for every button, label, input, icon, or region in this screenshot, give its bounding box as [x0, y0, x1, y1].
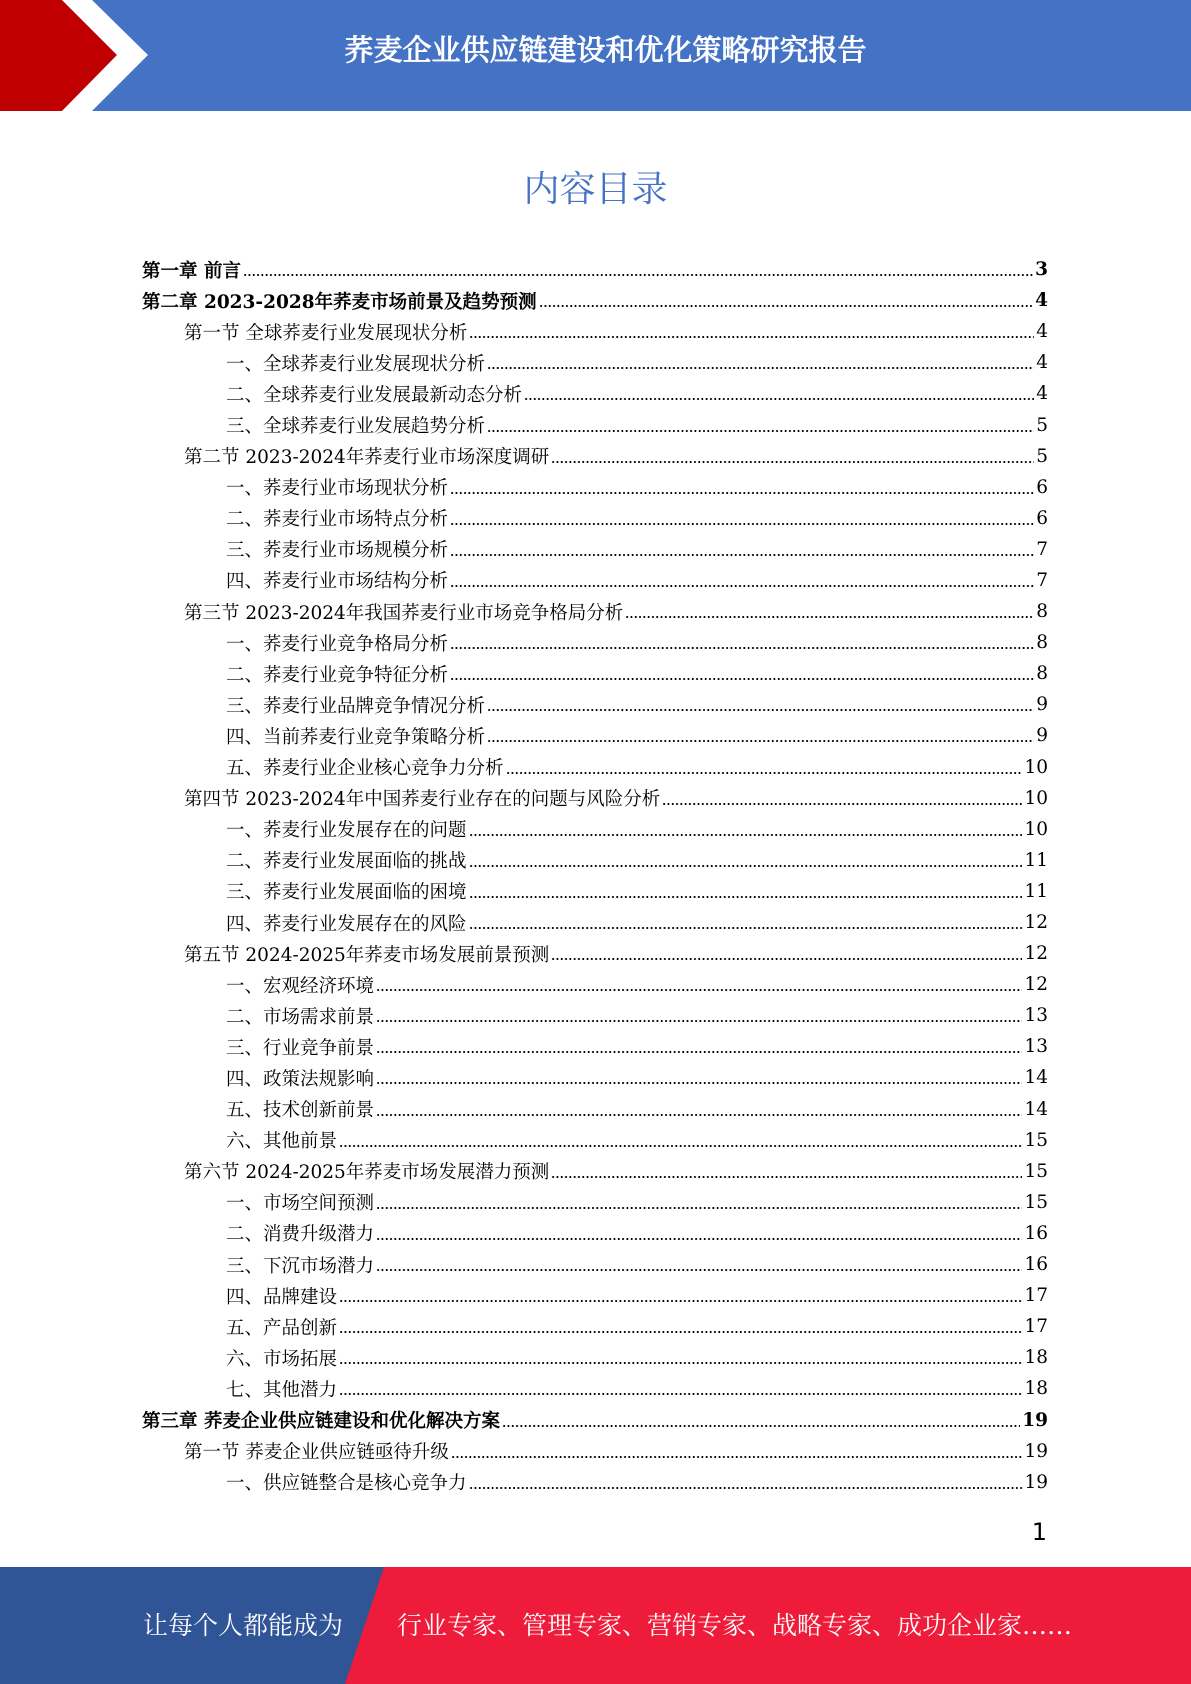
- toc-entry-title: 六、市场拓展: [226, 1348, 338, 1370]
- toc-dot-leader: [376, 1114, 1022, 1116]
- toc-entry-page: 18: [1024, 1378, 1048, 1400]
- toc-entry[interactable]: [142, 1125, 1048, 1156]
- footer-slogan-right: 行业专家、管理专家、营销专家、战略专家、成功企业家……: [397, 1611, 1073, 1640]
- toc-entry-page: 10: [1024, 818, 1048, 840]
- toc-entry-page: 14: [1024, 1067, 1048, 1089]
- toc-dot-leader: [376, 1207, 1022, 1209]
- toc-dot-leader: [450, 554, 1034, 556]
- toc-dot-leader: [469, 336, 1034, 338]
- toc-entry[interactable]: [142, 534, 1048, 565]
- toc-entry-page: 10: [1024, 756, 1048, 778]
- toc-dot-leader: [243, 274, 1033, 276]
- toc-entry-page: 11: [1024, 849, 1048, 871]
- toc-entry-title: 第四节 2023-2024年中国荞麦行业存在的问题与风险分析: [184, 789, 661, 811]
- toc-entry[interactable]: [142, 938, 1048, 969]
- toc-entry-title: 三、荞麦行业发展面临的困境: [226, 882, 467, 904]
- toc-dot-leader: [502, 1425, 1020, 1427]
- toc-entry-title: 三、荞麦行业市场规模分析: [226, 540, 449, 562]
- toc-entry-title: 五、产品创新: [226, 1317, 338, 1339]
- toc-entry[interactable]: [142, 441, 1048, 472]
- toc-entry[interactable]: [142, 752, 1048, 783]
- toc-dot-leader: [487, 367, 1034, 369]
- toc-entry-title: 三、荞麦行业品牌竞争情况分析: [226, 695, 486, 717]
- toc-entry-page: 4: [1036, 352, 1048, 374]
- toc-entry[interactable]: [142, 814, 1048, 845]
- toc-entry-page: 8: [1036, 663, 1048, 685]
- toc-entry-title: 第一章 前言: [142, 260, 241, 282]
- toc-entry-page: 13: [1024, 1005, 1048, 1027]
- toc-entry-page: 16: [1024, 1222, 1048, 1244]
- toc-dot-leader: [451, 1456, 1023, 1458]
- toc-dot-leader: [506, 772, 1023, 774]
- toc-dot-leader: [551, 1176, 1022, 1178]
- toc-entry[interactable]: [142, 1218, 1048, 1249]
- toc-entry-page: 8: [1036, 632, 1048, 654]
- toc-entry-title: 第六节 2024-2025年荞麦市场发展潜力预测: [184, 1162, 550, 1184]
- toc-entry-page: 7: [1036, 569, 1048, 591]
- toc-dot-leader: [487, 430, 1034, 432]
- toc-entry-page: 13: [1024, 1036, 1048, 1058]
- toc-dot-leader: [376, 989, 1022, 991]
- toc-entry-page: 14: [1024, 1098, 1048, 1120]
- toc-entry-page: 10: [1024, 787, 1048, 809]
- footer-slogan-left: 让每个人都能成为: [143, 1611, 344, 1640]
- toc-entry[interactable]: [142, 969, 1048, 1000]
- toc-entry-page: 19: [1024, 1440, 1048, 1462]
- header-banner: [0, 0, 1191, 111]
- toc-entry-page: 4: [1035, 290, 1048, 312]
- toc-entry-page: 4: [1036, 383, 1048, 405]
- toc-dot-leader: [469, 1487, 1023, 1489]
- toc-entry-page: 5: [1036, 445, 1048, 467]
- toc-entry-page: 19: [1024, 1471, 1048, 1493]
- toc-entry-title: 二、全球荞麦行业发展最新动态分析: [226, 384, 523, 406]
- toc-entry[interactable]: [142, 503, 1048, 534]
- toc-entry-title: 二、消费升级潜力: [226, 1224, 375, 1246]
- toc-entry-page: 12: [1024, 943, 1048, 965]
- toc-entry-title: 二、荞麦行业市场特点分析: [226, 509, 449, 531]
- toc-entry[interactable]: [142, 1311, 1048, 1342]
- toc-entry-title: 三、全球荞麦行业发展趋势分析: [226, 416, 486, 438]
- toc-entry-page: 15: [1024, 1191, 1048, 1213]
- toc-entry-title: 第二章 2023-2028年荞麦市场前景及趋势预测: [142, 291, 537, 313]
- toc-entry[interactable]: [142, 347, 1048, 378]
- toc-dot-leader: [339, 1300, 1022, 1302]
- toc-entry[interactable]: [142, 472, 1048, 503]
- toc-entry[interactable]: [142, 876, 1048, 907]
- toc-entry[interactable]: [142, 409, 1048, 440]
- toc-entry-title: 四、政策法规影响: [226, 1068, 375, 1090]
- toc-entry-title: 一、宏观经济环境: [226, 975, 375, 997]
- toc-entry-title: 四、荞麦行业市场结构分析: [226, 571, 449, 593]
- toc-dot-leader: [450, 678, 1034, 680]
- toc-dot-leader: [339, 1393, 1022, 1395]
- toc-entry[interactable]: [142, 1404, 1048, 1435]
- toc-entry[interactable]: [142, 1467, 1048, 1498]
- report-title: 荞麦企业供应链建设和优化策略研究报告: [344, 33, 867, 67]
- toc-dot-leader: [339, 1331, 1022, 1333]
- toc-dot-leader: [376, 1020, 1022, 1022]
- toc-entry-title: 一、荞麦行业发展存在的问题: [226, 820, 467, 842]
- toc-entry-title: 四、品牌建设: [226, 1286, 338, 1308]
- toc-entry-title: 二、市场需求前景: [226, 1006, 375, 1028]
- page-number: 1: [1031, 1518, 1047, 1546]
- toc-entry-page: 17: [1024, 1316, 1048, 1338]
- toc-entry-page: 15: [1024, 1160, 1048, 1182]
- toc-dot-leader: [450, 585, 1034, 587]
- toc-entry-page: 8: [1036, 601, 1048, 623]
- toc-entry-title: 一、供应链整合是核心竞争力: [226, 1473, 467, 1495]
- toc-entry-title: 六、其他前景: [226, 1131, 338, 1153]
- toc-entry-page: 12: [1024, 912, 1048, 934]
- toc-dot-leader: [450, 492, 1034, 494]
- toc-dot-leader: [625, 616, 1034, 618]
- toc-entry-title: 第一节 全球荞麦行业发展现状分析: [184, 322, 468, 344]
- toc-entry[interactable]: [142, 1031, 1048, 1062]
- toc-entry-page: 9: [1036, 725, 1048, 747]
- toc-entry[interactable]: [142, 1094, 1048, 1125]
- toc-entry[interactable]: [142, 1249, 1048, 1280]
- toc-entry[interactable]: [142, 907, 1048, 938]
- toc-entry-title: 第三节 2023-2024年我国荞麦行业市场竞争格局分析: [184, 602, 624, 624]
- toc-entry[interactable]: [142, 1156, 1048, 1187]
- toc-entry-page: 6: [1036, 507, 1048, 529]
- toc-dot-leader: [487, 740, 1034, 742]
- toc-entry-page: 19: [1022, 1409, 1048, 1431]
- toc-dot-leader: [469, 896, 1023, 898]
- toc-entry-page: 3: [1035, 259, 1048, 281]
- toc-entry-title: 第三章 荞麦企业供应链建设和优化解决方案: [142, 1411, 500, 1433]
- toc-entry-title: 第五节 2024-2025年荞麦市场发展前景预测: [184, 944, 550, 966]
- toc-entry-title: 五、荞麦行业企业核心竞争力分析: [226, 758, 504, 780]
- toc-entry[interactable]: [142, 1436, 1048, 1467]
- toc-entry-title: 三、行业竞争前景: [226, 1037, 375, 1059]
- toc-entry-title: 三、下沉市场潜力: [226, 1255, 375, 1277]
- toc-entry[interactable]: [142, 1280, 1048, 1311]
- toc-dot-leader: [450, 647, 1034, 649]
- toc-dot-leader: [662, 803, 1022, 805]
- toc-dot-leader: [539, 305, 1034, 307]
- toc-entry[interactable]: [142, 689, 1048, 720]
- toc-dot-leader: [524, 398, 1034, 400]
- toc-entry[interactable]: [142, 658, 1048, 689]
- table-of-contents: [142, 254, 1048, 1498]
- toc-dot-leader: [376, 1238, 1022, 1240]
- toc-dot-leader: [551, 461, 1034, 463]
- toc-entry[interactable]: [142, 845, 1048, 876]
- toc-entry[interactable]: [142, 1062, 1048, 1093]
- toc-entry-title: 第二节 2023-2024年荞麦行业市场深度调研: [184, 447, 550, 469]
- toc-dot-leader: [469, 834, 1023, 836]
- toc-dot-leader: [376, 1051, 1022, 1053]
- toc-entry[interactable]: [142, 783, 1048, 814]
- toc-entry-page: 17: [1024, 1285, 1048, 1307]
- toc-entry-page: 18: [1024, 1347, 1048, 1369]
- toc-entry[interactable]: [142, 254, 1048, 285]
- toc-dot-leader: [376, 1082, 1022, 1084]
- toc-dot-leader: [450, 523, 1034, 525]
- toc-entry[interactable]: [142, 720, 1048, 751]
- toc-dot-leader: [469, 927, 1023, 929]
- toc-entry-title: 四、荞麦行业发展存在的风险: [226, 913, 467, 935]
- toc-entry-title: 二、荞麦行业发展面临的挑战: [226, 851, 467, 873]
- toc-entry[interactable]: [142, 1342, 1048, 1373]
- toc-entry-page: 16: [1024, 1254, 1048, 1276]
- toc-entry-title: 一、市场空间预测: [226, 1193, 375, 1215]
- toc-entry-title: 五、技术创新前景: [226, 1100, 375, 1122]
- toc-entry-title: 一、荞麦行业竞争格局分析: [226, 633, 449, 655]
- toc-entry[interactable]: [142, 1000, 1048, 1031]
- toc-entry-page: 12: [1024, 974, 1048, 996]
- toc-entry-page: 15: [1024, 1129, 1048, 1151]
- toc-entry-title: 二、荞麦行业竞争特征分析: [226, 664, 449, 686]
- toc-entry[interactable]: [142, 596, 1048, 627]
- toc-entry-title: 一、荞麦行业市场现状分析: [226, 478, 449, 500]
- toc-dot-leader: [487, 709, 1034, 711]
- toc-entry-title: 第一节 荞麦企业供应链亟待升级: [184, 1442, 449, 1464]
- toc-dot-leader: [339, 1145, 1022, 1147]
- toc-entry[interactable]: [142, 1373, 1048, 1404]
- toc-dot-leader: [551, 958, 1022, 960]
- toc-dot-leader: [376, 1269, 1022, 1271]
- toc-entry[interactable]: [142, 1187, 1048, 1218]
- toc-entry[interactable]: [142, 316, 1048, 347]
- toc-entry-title: 一、全球荞麦行业发展现状分析: [226, 353, 486, 375]
- toc-entry-page: 4: [1036, 321, 1048, 343]
- toc-entry[interactable]: [142, 378, 1048, 409]
- toc-dot-leader: [339, 1362, 1022, 1364]
- toc-entry[interactable]: [142, 285, 1048, 316]
- toc-entry-page: 5: [1036, 414, 1048, 436]
- toc-dot-leader: [469, 865, 1023, 867]
- toc-entry-title: 七、其他潜力: [226, 1379, 338, 1401]
- toc-entry-page: 9: [1036, 694, 1048, 716]
- toc-entry[interactable]: [142, 565, 1048, 596]
- toc-entry-title: 四、当前荞麦行业竞争策略分析: [226, 726, 486, 748]
- toc-entry[interactable]: [142, 627, 1048, 658]
- toc-entry-page: 11: [1024, 880, 1048, 902]
- toc-heading: 内容目录: [523, 169, 668, 210]
- toc-entry-page: 7: [1036, 538, 1048, 560]
- toc-entry-page: 6: [1036, 476, 1048, 498]
- footer-banner: [0, 1567, 1191, 1684]
